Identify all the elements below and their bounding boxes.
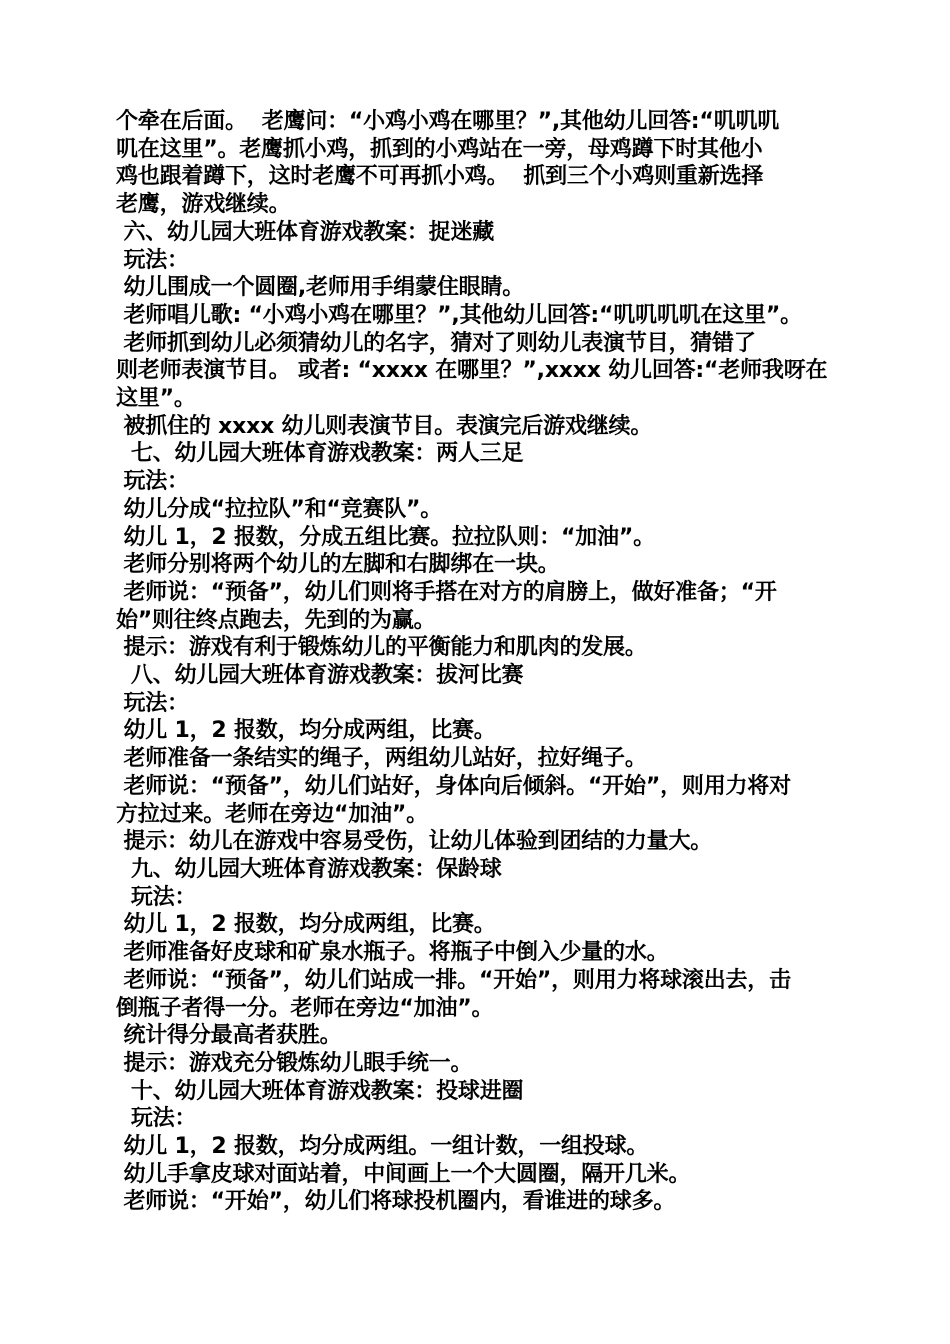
text-line: 始”则往终点跑去，先到的为赢。 [116,607,436,633]
text-line: 幼儿 1，2 报数，均分成两组。一组计数，一组投球。 [116,1134,649,1160]
text-line: 叽在这里”。老鹰抓小鸡，抓到的小鸡站在一旁，母鸡蹲下时其他小 [116,136,763,162]
section-heading: 九、幼儿园大班体育游戏教案：保龄球 [116,856,502,882]
text-line: 则老师表演节目。 或者: “xxxx 在哪里？”,xxxx 幼儿回答:“老师我呀在 [116,358,828,384]
text-line: 幼儿 1，2 报数，均分成两组，比赛。 [116,912,496,938]
text-line: 这里”。 [116,386,196,412]
text-line: 老师抓到幼儿必须猜幼儿的名字，猜对了则幼儿表演节目，猜错了 [116,330,756,356]
text-line: 幼儿手拿皮球对面站着，中间画上一个大圆圈，隔开几米。 [116,1161,691,1187]
text-line: 老师说：“预备”，幼儿们站成一排。“开始”，则用力将球滚出去，击 [116,967,791,993]
text-line: 玩法： [116,884,197,910]
section-heading: 十、幼儿园大班体育游戏教案：投球进圈 [116,1078,524,1104]
text-line: 老师唱儿歌: “小鸡小鸡在哪里？”,其他幼儿回答:“叽叽叽叽在这里”。 [116,302,802,328]
text-line: 老师说：“开始”，幼儿们将球投机圈内，看谁进的球多。 [116,1189,676,1215]
text-line: 玩法： [116,1106,197,1132]
text-line: 鸡也跟着蹲下，这时老鹰不可再抓小鸡。 抓到三个小鸡则重新选择 [116,164,764,190]
text-line: 老鹰，游戏继续。 [116,192,291,218]
text-line: 幼儿 1，2 报数，分成五组比赛。拉拉队则：“加油”。 [116,524,655,550]
text-line: 幼儿围成一个圆圈,老师用手绢蒙住眼睛。 [116,275,525,301]
text-line: 方拉过来。老师在旁边“加油”。 [116,801,428,827]
section-heading: 七、幼儿园大班体育游戏教案：两人三足 [116,441,524,467]
text-line: 老师分别将两个幼儿的左脚和右脚绑在一块。 [116,552,560,578]
text-line: 老师说：“预备”，幼儿们站好，身体向后倾斜。“开始”，则用力将对 [116,773,791,799]
text-line: 个牵在后面。 老鹰问：“小鸡小鸡在哪里？”,其他幼儿回答:“叽叽叽 [116,109,780,134]
text-line: 统计得分最高者获胜。 [116,1023,342,1049]
text-line: 老师说：“预备”，幼儿们则将手搭在对方的肩膀上，做好准备；“开 [116,579,777,605]
text-line: 提示：游戏充分锻炼幼儿眼手统一。 [116,1050,473,1076]
section-heading: 八、幼儿园大班体育游戏教案：拔河比赛 [116,663,524,689]
text-line: 倒瓶子者得一分。老师在旁边“加油”。 [116,995,494,1021]
text-line: 提示：幼儿在游戏中容易受伤，让幼儿体验到团结的力量大。 [116,829,713,855]
text-line: 老师准备一条结实的绳子，两组幼儿站好，拉好绳子。 [116,746,647,772]
text-line: 玩法： [116,690,189,716]
text-line: 提示：游戏有利于锻炼幼儿的平衡能力和肌肉的发展。 [116,635,647,661]
section-heading: 六、幼儿园大班体育游戏教案：捉迷藏 [116,219,495,245]
document-body [116,108,834,1216]
text-line: 幼儿分成“拉拉队”和“竞赛队”。 [116,496,443,522]
text-line: 被抓住的 xxxx 幼儿则表演节目。表演完后游戏继续。 [116,413,653,439]
text-line: 幼儿 1，2 报数，均分成两组，比赛。 [116,718,496,744]
text-line: 玩法： [116,247,189,273]
text-line: 老师准备好皮球和矿泉水瓶子。将瓶子中倒入少量的水。 [116,940,669,966]
text-line: 玩法： [116,469,189,495]
